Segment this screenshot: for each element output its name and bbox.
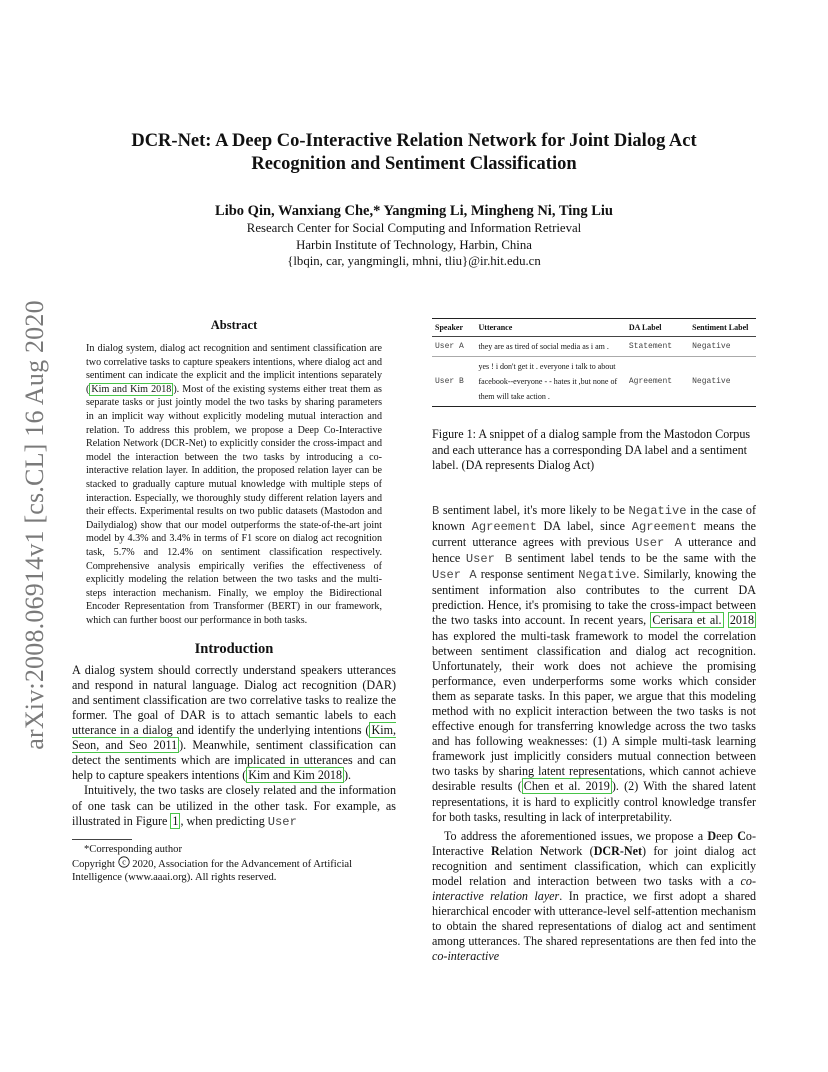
right-column <box>432 318 756 965</box>
table-row <box>432 337 756 357</box>
copyright-note: Copyright c 2020, Association for the Advancement of Artificial Intelligence (www.aaai.org). All rights reserved. <box>72 858 353 884</box>
paper-title <box>80 130 748 176</box>
utterance-cell: yes ! i don't get it . everyone i talk to about facebook--everyone - - hates it ,but none of them will take action . <box>478 362 618 402</box>
right-paragraph-1: B sentiment label, it's more likely to be Negative in the case of known Agreement DA label, since Agreement means the current utterance agrees with previous User A utterance and hence User B sentiment label tends to be the same with the User A response sentiment Negative. Similarly, knowing the sentiment information also contributes to the current DA prediction. Hence, it's promising to take the cross-impact between the two tasks into account. In recent years, Cerisara et al. 2018 has explored the multi-task framework to model the correlation between sentiment classification and dialog act recognition. Unfortunately, their work does not achieve the promising performance, even underperforms some works which consider them as separate tasks. In this paper, we argue that this modeling method with no explicit interaction between the two tasks is not effective enough for transferring knowledge across the two tasks and has following weaknesses: (1) A simple multi-task learning framework just implicitly considers mutual connection between two tasks by sharing latent representations, which cannot achieve desirable results ( Chen et al. 2019 ). (2) With the shared latent representations, it is hard to explicitly control knowledge transfer for both tasks, resulting in lack of interpretability. <box>432 502 757 824</box>
table-header-row <box>432 319 756 337</box>
col-header: DA Label <box>626 319 689 337</box>
abstract-heading: Abstract <box>210 318 258 332</box>
affiliation-line-1: Research Center for Social Computing and Information Retrieval <box>246 221 582 235</box>
arxiv-sidebar <box>4 290 66 760</box>
citation-link[interactable]: 2018 <box>729 613 754 628</box>
footnote-rule <box>72 839 132 840</box>
affiliation-line-2: Harbin Institute of Technology, Harbin, China <box>296 237 532 252</box>
col-header: Utterance <box>476 319 626 337</box>
col-header: Speaker <box>432 319 476 337</box>
authors: Libo Qin, Wanxiang Che,* Yangming Li, Mingheng Ni, Ting Liu <box>215 203 613 219</box>
col-header: Sentiment Label <box>689 319 756 337</box>
speaker-cell: User A <box>435 342 464 352</box>
figure-ref-link[interactable]: 1 <box>172 813 179 828</box>
dialog-sample-table <box>432 318 756 407</box>
svg-text:c: c <box>121 858 126 868</box>
left-column <box>72 318 396 885</box>
copyright-icon <box>118 856 130 868</box>
footnote <box>72 844 396 885</box>
citation-link[interactable]: Kim and Kim 2018 <box>91 383 172 395</box>
intro-paragraph-1: A dialog system should correctly understand speakers utterances and respond in natural language. Dialog act recognition (DAR) and sentiment classification are two correlative tasks to realize the former. The goal of DAR is to attach semantic labels to each utterance in a dialog and identify the underlying intentions ( Kim, Seon, and Seo 2011 ). Meanwhile, sentiment classification can detect the sentiments which are implicated in utterances and can help to capture speakers intentions ( Kim and Kim 2018 ). <box>72 662 397 783</box>
da-label-cell: Statement <box>628 342 673 352</box>
figure-caption: Figure 1: A snippet of a dialog sample from the Mastodon Corpus and each utterance has a corresponding DA label and a sentiment label. (DA represents Dialog Act) <box>432 427 751 472</box>
author-emails: {lbqin, car, yangmingli, mhni, tliu}@ir.hit.edu.cn <box>287 254 541 268</box>
abstract-text: In dialog system, dialog act recognition and sentiment classification are two correlative tasks to capture speakers intentions, where dialog act and sentiment can indicate the explicit and the implicit intentions separately ( Kim and Kim 2018 ). Most of the existing systems either treat them as separate tasks or just jointly model the two tasks by sharing parameters in an implicit way without explicitly modeling mutual interaction and relation. To address this problem, we propose a Deep Co-Interactive Relation Network (DCR-Net) to explicitly consider the cross-impact and model the interaction between the two tasks by introducing a co-interactive relation layer. In addition, the proposed relation layer can be stacked to gradually capture mutual knowledge with multiple steps of interaction. Especially, we thoroughly study different relation layers and their effects. Experimental results on two public datasets (Mastodon and Dailydialog) show that our model outperforms the state-of-the-art joint model by 4.3% and 3.4% in terms of F1 score on dialog act recognition task, 5.7% and 12.4% on sentiment classification respectively. Comprehensive analysis empirically verifies the effectiveness of explicitly modeling the relation between the two tasks and the multi-steps interaction mechanism. Finally, we employ the Bidirectional Encoder Representation from Transformer (BERT) in our framework, which can further boost our performance in both tasks. <box>86 343 382 626</box>
title-line-1: DCR-Net: A Deep Co-Interactive Relation Network for Joint Dialog Act <box>131 131 697 151</box>
table-row <box>432 357 756 407</box>
speaker-cell: User B <box>435 377 464 387</box>
sentiment-label-cell: Negative <box>692 377 731 387</box>
utterance-cell: they are as tired of social media as i am . <box>478 342 609 352</box>
sentiment-label-cell: Negative <box>692 342 731 352</box>
intro-paragraph-2: Intuitively, the two tasks are closely related and the information of one task can be utilized in the other task. For example, as illustrated in Figure 1 , when predicting User <box>72 783 396 829</box>
right-paragraph-2: To address the aforementioned issues, we propose a Deep Co-Interactive Relation Network (DCR-Net) for joint dialog act recognition and sentiment classification, which can explicitly model relation and interaction between two tasks with a co-interactive relation layer. In practice, we first adopt a shared hierarchical encoder with utterance-level self-attention mechanism to obtain the shared representations of dialog act and sentiment among utterances. The shared representations are then fed into the co-interactive <box>432 828 757 964</box>
corresponding-author-note: *Corresponding author <box>84 843 182 855</box>
citation-link[interactable]: Kim, Seon, and Seo 2011 <box>72 723 396 753</box>
citation-link[interactable]: Chen et al. 2019 <box>523 779 610 794</box>
arxiv-id: arXiv:2008.06914v1 [cs.CL] 16 Aug 2020 <box>20 300 49 750</box>
citation-link[interactable]: Cerisara et al. <box>652 613 722 628</box>
citation-link[interactable]: Kim and Kim 2018 <box>248 768 343 783</box>
introduction-heading: Introduction <box>194 640 274 657</box>
da-label-cell: Agreement <box>628 377 673 387</box>
title-line-2: Recognition and Sentiment Classification <box>251 154 577 174</box>
affiliation <box>80 220 748 270</box>
